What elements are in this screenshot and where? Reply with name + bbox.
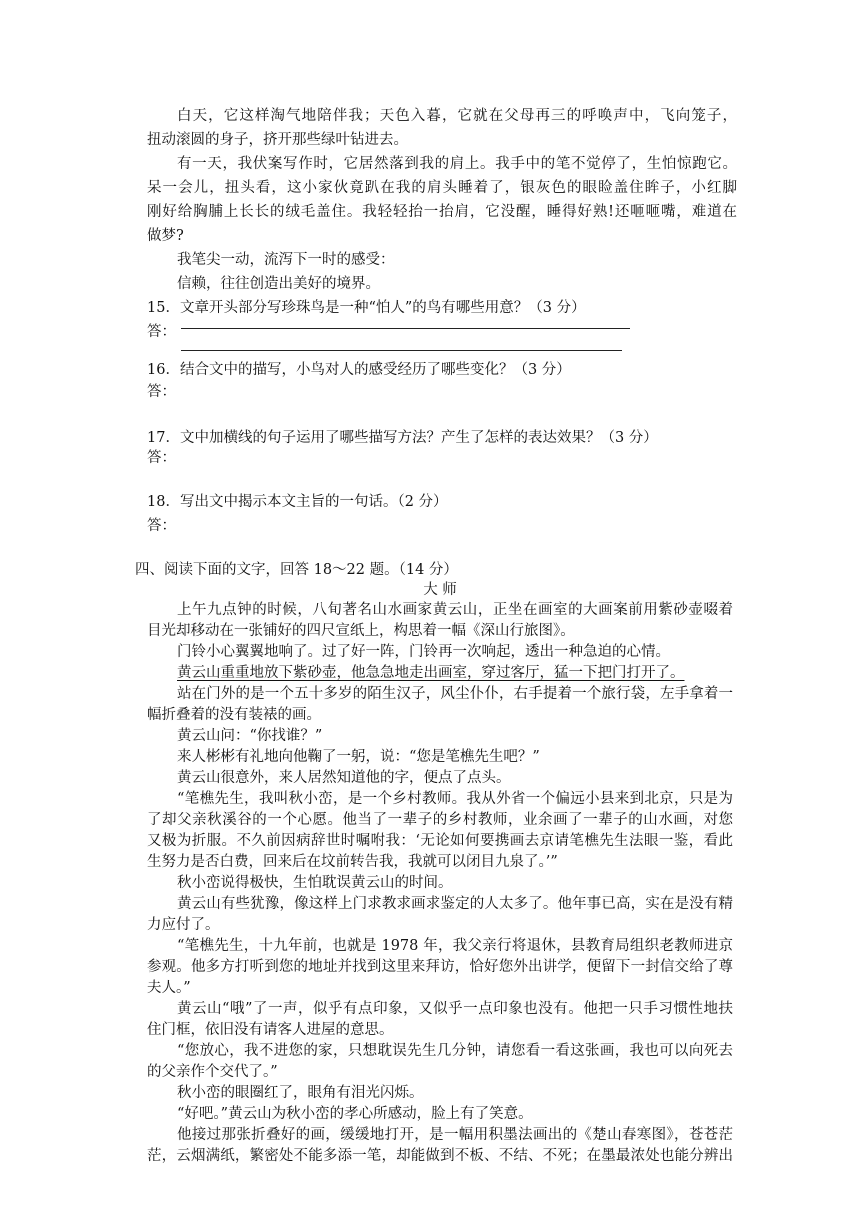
story-line-14: 秋小峦说得极快，生怕耽误黄云山的时间。 [177,875,453,891]
answer-blank-line-1[interactable] [181,328,630,329]
story-line-4: 黄云山重重地放下紫砂壶，他急急地走出画室，穿过客厅，猛一下把门打开了。 [177,665,685,681]
question-18: 18．写出文中揭示本文主旨的一句话。（2 分） [147,494,448,510]
story-line-19: 夫人。” [147,980,191,996]
story-line-10: “笔樵先生，我叫秋小峦，是一个乡村教师。我从外省一个偏远小县来到北京，只是为 [177,791,733,807]
story-line-13: 生努力是否白费，回来后在坟前转告我，我就可以闭目九泉了。’” [147,854,558,870]
passage1-line-2: 扭动滚圆的身子，挤开那些绿叶钻进去。 [147,132,408,148]
answer-label-18: 答： [147,518,176,534]
passage1-line-6: 做梦? [147,228,184,244]
story-line-16: 力应付了。 [147,917,220,933]
story-line-20: 黄云山“哦”了一声，似乎有点印象，又似乎一点印象也没有。他把一只手习惯性地扶 [177,1001,733,1017]
passage1-line-8: 信赖，往往创造出美好的境界。 [177,276,380,292]
story-line-3: 门铃小心翼翼地响了。过了好一阵，门铃再一次响起，透出一种急迫的心情。 [177,644,670,660]
section-4-heading: 四、阅读下面的文字，回答 18～22 题。（14 分） [135,562,458,578]
story-line-27: 茫，云烟满纸，繁密处不能多添一笔，却能做到不板、不结、不死；在墨最浓处也能分辨出 [147,1148,733,1164]
story-line-6: 幅折叠着的没有装裱的画。 [147,707,321,723]
question-15: 15．文章开头部分写珍珠鸟是一种“怕人”的鸟有哪些用意？（3 分） [147,300,586,316]
story-line-7: 黄云山问：“你找谁？” [177,728,323,744]
story-line-23: 的父亲作个交代了。” [147,1064,278,1080]
story-line-22: “您放心，我不进您的家，只想耽误先生几分钟，请您看一看这张画，我也可以向死去 [177,1043,733,1059]
answer-label-17: 答： [147,450,176,466]
story-line-9: 黄云山很意外，来人居然知道他的字，便点了点头。 [177,770,511,786]
answer-label-16: 答： [147,384,176,400]
passage1-line-7: 我笔尖一动，流泻下一时的感受： [177,252,395,268]
passage1-line-5: 刚好给胸脯上长长的绒毛盖住。我轻轻抬一抬肩，它没醒，睡得好熟!还咂咂嘴，难道在 [147,204,737,220]
story-line-5: 站在门外的是一个五十多岁的陌生汉子，风尘仆仆，右手提着一个旅行袋，左手拿着一 [177,686,733,702]
story-line-8: 来人彬彬有礼地向他鞠了一躬，说：“您是笔樵先生吧？” [177,749,540,765]
story-line-2: 目光却移动在一张铺好的四尺宣纸上，构思着一幅《深山行旅图》。 [147,623,575,639]
story-line-11: 了却父亲秋溪谷的一个心愿。他当了一辈子的乡村教师，业余画了一辈子的山水画，对您 [147,812,733,828]
question-16: 16．结合文中的描写，小鸟对人的感受经历了哪些变化？（3 分） [147,362,571,378]
passage1-line-1: 白天，它这样淘气地陪伴我；天色入暮，它就在父母再三的呼唤声中，飞向笼子， [177,108,737,124]
story-title: 大 师 [423,582,457,598]
story-line-26: 他接过那张折叠好的画，缓缓地打开，是一幅用积墨法画出的《楚山春寒图》，苍苍茫 [177,1127,733,1143]
story-line-21: 住门框，依旧没有请客人进屋的意思。 [147,1022,394,1038]
story-line-25: “好吧。”黄云山为秋小峦的孝心所感动，脸上有了笑意。 [177,1106,533,1122]
story-line-24: 秋小峦的眼圈红了，眼角有泪光闪烁。 [177,1085,424,1101]
passage1-line-4: 呆一会儿，扭头看，这小家伙竟趴在我的肩头睡着了，银灰色的眼睑盖住眸子，小红脚 [147,180,737,196]
question-17: 17．文中加横线的句子运用了哪些描写方法？产生了怎样的表达效果？（3 分） [147,430,658,446]
story-line-17: “笔樵先生，十九年前，也就是 1978 年，我父亲行将退休，县教育局组织老教师进京 [177,938,733,954]
story-line-18: 参观。他多方打听到您的地址并找到这里来拜访，恰好您外出讲学，便留下一封信交给了尊 [147,959,733,975]
story-line-12: 又极为折服。不久前因病辞世时嘱咐我：‘无论如何要携画去京请笔樵先生法眼一鉴，看此 [147,833,733,849]
answer-label-15: 答： [147,324,176,340]
story-line-1: 上午九点钟的时候，八旬著名山水画家黄云山，正坐在画室的大画案前用紫砂壶啜着 [177,602,733,618]
story-line-15: 黄云山有些犹豫，像这样上门求教求画求鉴定的人太多了。他年事已高，实在是没有精 [177,896,733,912]
answer-blank-line-2[interactable] [181,350,622,351]
passage1-line-3: 有一天，我伏案写作时，它居然落到我的肩上。我手中的笔不觉停了，生怕惊跑它。 [177,156,737,172]
